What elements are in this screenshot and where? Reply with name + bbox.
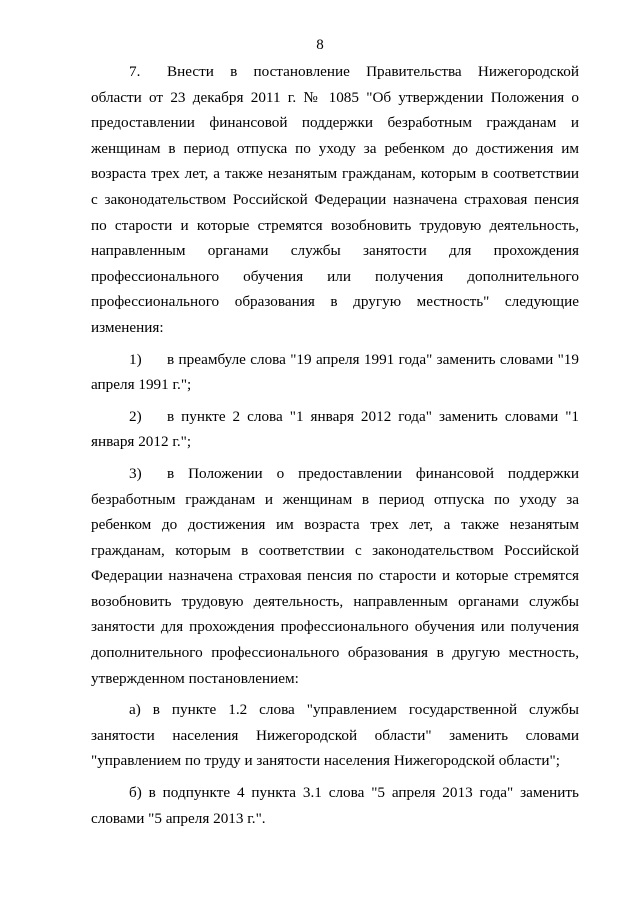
subitem-number: 1) (129, 350, 142, 368)
subitem-number: 2) (129, 407, 142, 425)
item-7-paragraph (91, 59, 579, 341)
subitem-text: в пункте 2 слова "1 января 2012 года" заменить словами "1 января 2012 г."; (91, 407, 579, 451)
subitem-2-paragraph (91, 404, 579, 455)
subitem-3b-paragraph: б) в подпункте 4 пункта 3.1 слова "5 апреля 2013 года" заменить словами "5 апреля 2013 г.". (91, 784, 579, 827)
subitem-1-paragraph (91, 347, 579, 398)
subitem-text: в Положении о предоставлении финансовой поддержки безработным гражданам и женщинам в период отпуска по уходу за ребенком до достижения им возраста трех лет, а также незанятым гражданам, которым в соответствии с законодательством Российской Федерации назначена страховая пенсия по старости и которые стремятся возобновить трудовую деятельность, направленным органами службы занятости для прохождения профессионального обучения или получения дополнительного профессионального образования в другую местность, утвержденном постановлением: (91, 464, 579, 687)
subitem-text: в преамбуле слова "19 апреля 1991 года" заменить словами "19 апреля 1991 г."; (91, 350, 579, 394)
subitem-number: 3) (129, 464, 142, 482)
item-number: 7. (129, 63, 141, 80)
page-number: 8 (316, 37, 324, 53)
document-body (91, 59, 579, 831)
item-text: Внести в постановление Правительства Нижегородской области от 23 декабря 2011 г. № 1085 "Об утверждении Положения о предоставлении финансовой поддержки безработным гражданам и женщинам в период отпуска по уходу за ребенком до достижения им возраста трех лет, а также незанятым гражданам, которым в соответствии с законодательством Российской Федерации назначена страховая пенсия по старости и которые стремятся возобновить трудовую деятельность, направленным органами службы занятости для прохождения профессионального обучения или получения дополнительного профессионального образования в другую местность" следующие изменения: (91, 63, 579, 336)
subitem-3a-paragraph: а) в пункте 1.2 слова "управлением государственной службы занятости населения Нижегородской области" заменить словами "управлением по труду и занятости населения Нижегородской области"; (91, 701, 579, 770)
subitem-3-paragraph (91, 461, 579, 691)
